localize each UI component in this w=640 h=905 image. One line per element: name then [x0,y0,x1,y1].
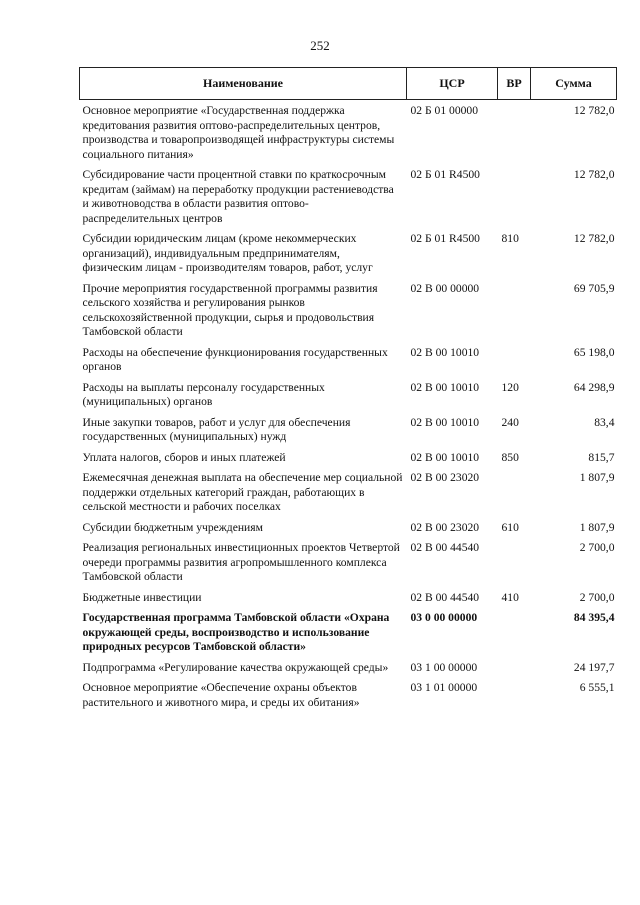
row-name: Прочие мероприятия государственной программы развития сельского хозяйства и регулирования рынков сельскохозяйственной продукции, сырья и продовольствия Тамбовской области [82,281,378,338]
row-vr [498,608,531,658]
row-sum: 12 782,0 [573,104,615,117]
row-vr: 850 [501,450,519,464]
row-sum: 84 395,4 [573,611,615,624]
row-code: 02 В 00 00000 [410,281,480,295]
row-name: Ежемесячная денежная выплата на обеспечение мер социальной поддержки отдельных категорий граждан, работающих в сельской местности и рабочих поселках [82,471,403,513]
row-sum: 24 197,7 [573,660,615,674]
row-sum: 2 700,0 [579,541,615,554]
table-row [80,588,617,609]
row-sum: 815,7 [588,450,615,464]
row-name: Основное мероприятие «Государственная поддержка кредитования развития оптово-распределительных центров, производства и товаропроизводящей инфраструктуры системы социального питания» [82,104,395,161]
row-sum: 65 198,0 [573,345,615,359]
table-row [80,518,617,539]
row-code: 02 В 00 23020 [410,520,480,534]
row-code: 02 В 00 10010 [410,345,480,359]
row-vr [498,678,531,713]
row-vr [498,538,531,588]
header-vr: ВР [498,68,531,100]
row-vr: 810 [501,232,519,245]
row-vr [498,100,531,166]
row-sum: 83,4 [594,415,615,429]
row-code: 02 В 00 44540 [410,541,480,554]
table-row [80,678,617,713]
table-row [80,343,617,378]
table-row [80,448,617,469]
row-vr [498,279,531,343]
row-sum: 1 807,9 [579,520,615,534]
row-name: Подпрограмма «Регулирование качества окружающей среды» [82,660,389,674]
row-name: Субсидирование части процентной ставки по краткосрочным кредитам (займам) на переработку продукции растениеводства и животноводства в области развития оптово-распределительных центров [82,168,394,225]
row-name: Бюджетные инвестиции [82,590,202,604]
table-row [80,279,617,343]
table-header [80,68,617,100]
row-vr [498,658,531,679]
row-code: 02 В 00 44540 [410,590,480,604]
table-row [80,413,617,448]
row-code: 02 В 00 10010 [410,380,480,394]
row-name: Расходы на обеспечение функционирования государственных органов [82,345,388,373]
header-name: Наименование [80,68,407,100]
row-name: Иные закупки товаров, работ и услуг для обеспечения государственных (муниципальных) нужд [82,415,351,443]
row-vr: 120 [501,380,519,394]
row-name: Уплата налогов, сборов и иных платежей [82,450,286,464]
row-code: 02 В 00 23020 [410,471,480,484]
row-name: Субсидии бюджетным учреждениям [82,520,263,534]
row-code: 03 0 00 00000 [410,611,478,624]
row-name: Основное мероприятие «Обеспечение охраны объектов растительного и животного мира, и среды их обитания» [82,681,360,709]
header-sum: Сумма [531,68,617,100]
row-name: Субсидии юридическим лицам (кроме некоммерческих организаций), индивидуальным предпринимателям, физическим лицам - производителям товаров, работ, услуг [82,232,373,274]
row-vr [498,343,531,378]
row-vr: 410 [501,590,519,604]
table-row [80,658,617,679]
row-code: 02 В 00 10010 [410,415,480,429]
table-row [80,229,617,279]
table-body [80,100,617,714]
table-row [80,608,617,658]
row-name: Государственная программа Тамбовской области «Охрана окружающей среды, воспроизводство и использование природных ресурсов Тамбовской области» [82,611,390,653]
row-sum: 69 705,9 [573,281,615,295]
row-code: 03 1 01 00000 [410,681,478,694]
row-code: 02 В 00 10010 [410,450,480,464]
header-code: ЦСР [407,68,498,100]
row-sum: 12 782,0 [573,232,615,245]
row-code: 03 1 00 00000 [410,660,478,674]
row-sum: 6 555,1 [579,681,615,694]
row-sum: 2 700,0 [579,590,615,604]
row-vr [498,165,531,229]
row-vr [498,468,531,518]
page-number: 252 [310,38,330,53]
row-vr: 610 [501,520,519,534]
table-row [80,100,617,166]
row-name: Расходы на выплаты персоналу государственных (муниципальных) органов [82,380,325,408]
row-code: 02 Б 01 00000 [410,104,479,117]
row-code: 02 Б 01 R4500 [410,168,480,181]
row-sum: 64 298,9 [573,380,615,394]
row-sum: 1 807,9 [579,471,615,484]
budget-table [79,67,617,713]
table-row [80,468,617,518]
row-code: 02 Б 01 R4500 [410,232,480,245]
table-row [80,165,617,229]
table-row [80,538,617,588]
row-name: Реализация региональных инвестиционных проектов Четвертой очереди программы развития агропромышленного комплекса Тамбовской области [82,541,400,583]
table-row [80,378,617,413]
row-vr: 240 [501,415,519,429]
row-sum: 12 782,0 [573,168,615,181]
